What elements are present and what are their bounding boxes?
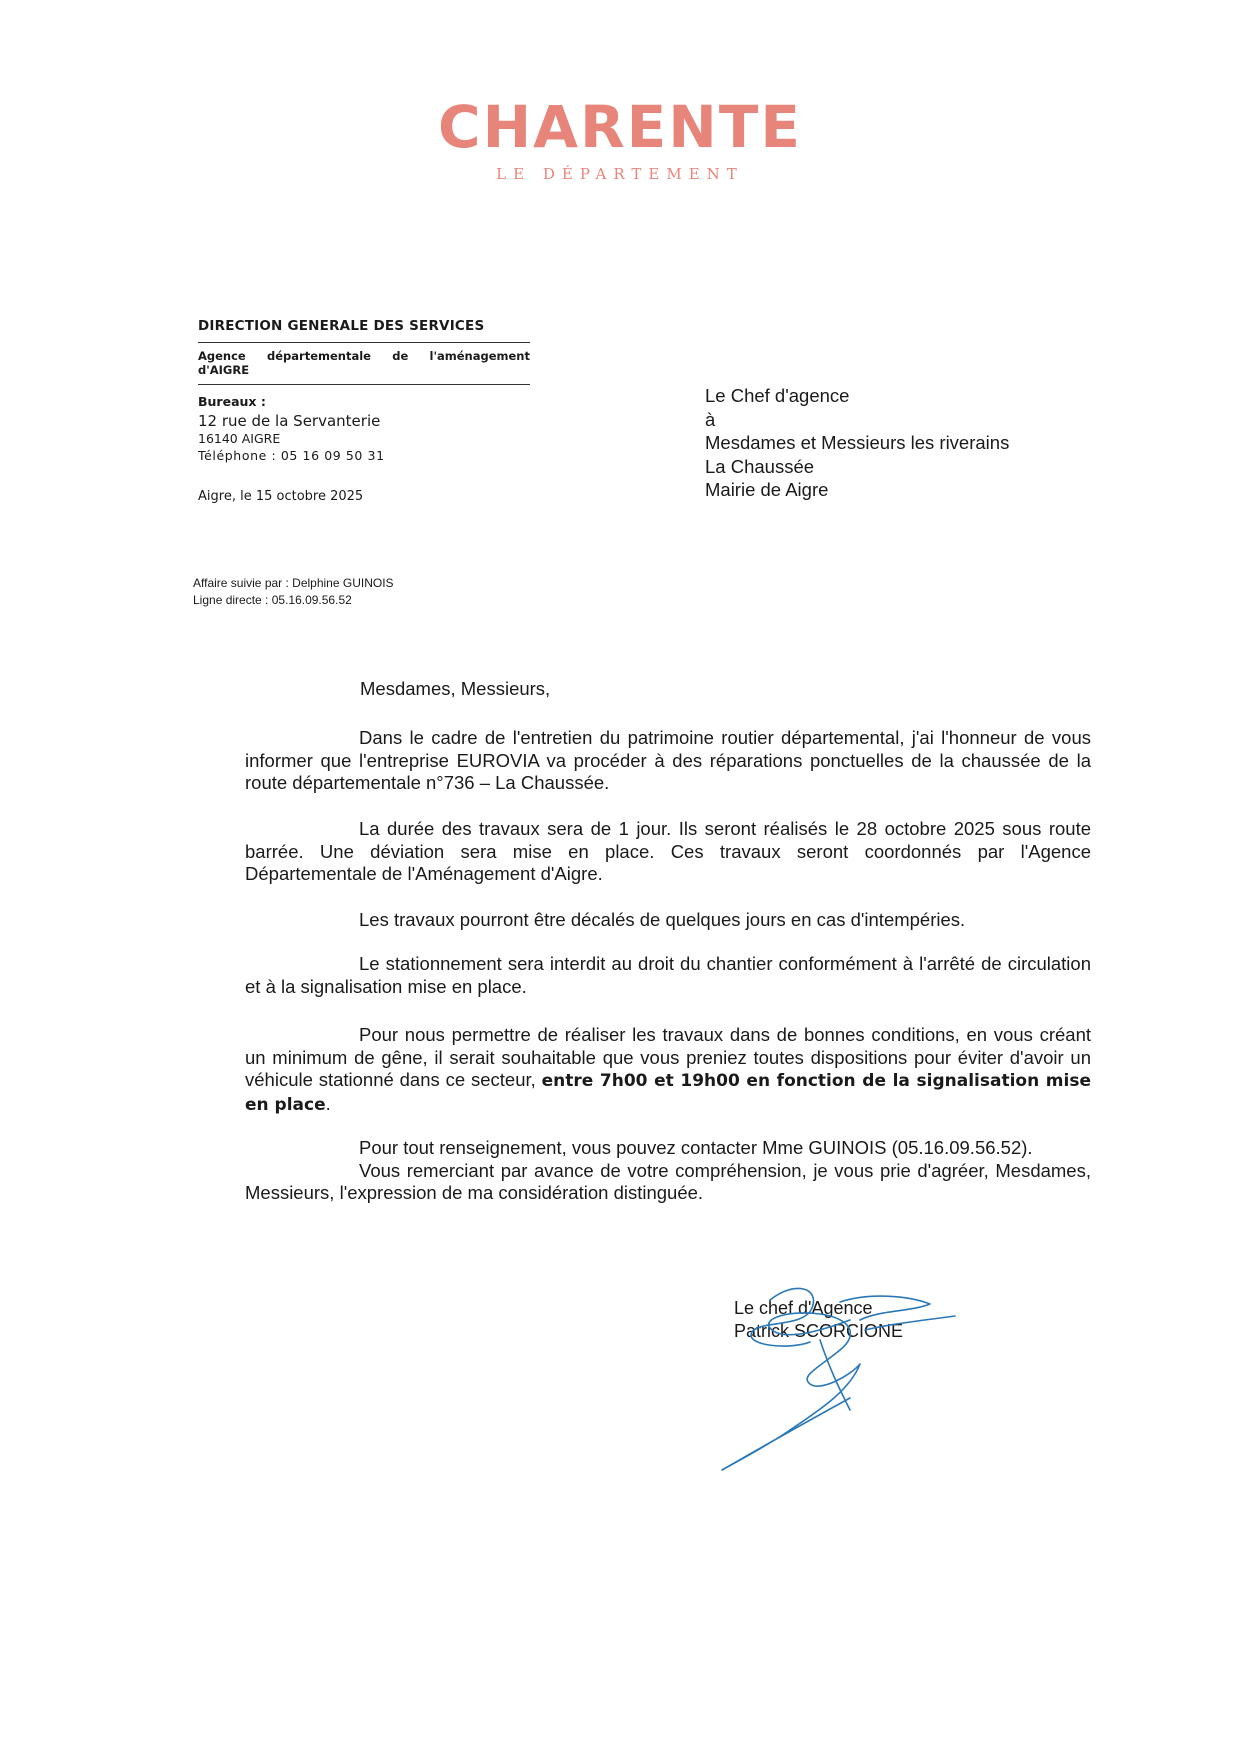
agency-word-3: de <box>392 349 409 363</box>
paragraph-5-end: . <box>325 1092 331 1114</box>
paragraph-4: Le stationnement sera interdit au droit du chantier conformément à l'arrêté de circulation et à la signalisation mise en place. <box>245 953 1091 997</box>
signatory-name: Patrick SCORCIONE <box>734 1321 904 1341</box>
department-logo-subtitle: LE DÉPARTEMENT <box>496 165 744 183</box>
recipient-from: Le Chef d'agence <box>705 385 850 406</box>
recipient-to: à <box>705 408 716 430</box>
recipient-line3: Mairie de Aigre <box>705 479 829 500</box>
agency-name-line2: d'AIGRE <box>198 363 250 377</box>
office-street: 12 rue de la Servanterie <box>198 412 381 430</box>
office-city: 16140 AIGRE <box>198 431 281 446</box>
agency-name <box>198 349 530 377</box>
paragraph-6-contact: Pour tout renseignement, vous pouvez contacter Mme GUINOIS (05.16.09.56.52). <box>359 1137 1033 1158</box>
case-followed-by <box>193 575 394 609</box>
direction-title: DIRECTION GENERALE DES SERVICES <box>198 318 485 334</box>
paragraph-6 <box>245 1137 1091 1205</box>
header-divider-bottom <box>198 384 530 385</box>
department-logo-name: CHARENTE <box>438 93 802 161</box>
recipient-line1: Mesdames et Messieurs les riverains <box>705 432 1010 453</box>
signatory-title: Le chef d'Agence <box>734 1298 873 1318</box>
paragraph-5 <box>245 1024 1091 1116</box>
case-direct-line: Ligne directe : 05.16.09.56.52 <box>193 593 352 607</box>
recipient-line2: La Chaussée <box>705 455 815 477</box>
paragraph-6-closing: Vous remerciant par avance de votre compréhension, je vous prie d'agréer, Mesdames, Messieurs, l'expression de ma considération distinguée. <box>245 1159 1091 1203</box>
offices-label: Bureaux : <box>198 394 266 409</box>
letter-date: Aigre, le 15 octobre 2025 <box>198 489 364 504</box>
paragraph-5-start: Pour nous permettre de réaliser les travaux dans de bonnes conditions, en vous créant un minimum de gêne, il serait souhaitable que vous preniez toutes dispositions pour éviter d'avoir un véhicule stationné dans ce secteur, <box>245 1024 1091 1090</box>
agency-word-2: départementale <box>267 349 371 363</box>
paragraph-1: Dans le cadre de l'entretien du patrimoine routier départemental, j'ai l'honneur de vous informer que l'entreprise EUROVIA va procéder à des réparations ponctuelles de la chaussée de la route départementale n°736 – La Chaussée. <box>245 727 1091 793</box>
agency-word-4: l'aménagement <box>429 349 530 363</box>
paragraph-3: Les travaux pourront être décalés de quelques jours en cas d'intempéries. <box>359 909 966 930</box>
paragraph-2: La durée des travaux sera de 1 jour. Ils seront réalisés le 28 octobre 2025 sous route barrée. Une déviation sera mise en place. Ces travaux seront coordonnés par l'Agence Départementale de l'Aménagement d'Aigre. <box>245 818 1091 884</box>
header-divider-top <box>198 342 530 343</box>
office-phone: Téléphone : 05 16 09 50 31 <box>198 448 385 463</box>
handwritten-signature <box>700 1280 960 1480</box>
agency-word-1: Agence <box>198 349 246 363</box>
recipient-block <box>705 384 1009 502</box>
case-officer: Affaire suivie par : Delphine GUINOIS <box>193 576 394 590</box>
salutation: Mesdames, Messieurs, <box>360 678 551 699</box>
paragraph-5-emphasis: entre 7h00 et 19h00 en fonction de la signalisation mise en place <box>245 1071 1091 1115</box>
